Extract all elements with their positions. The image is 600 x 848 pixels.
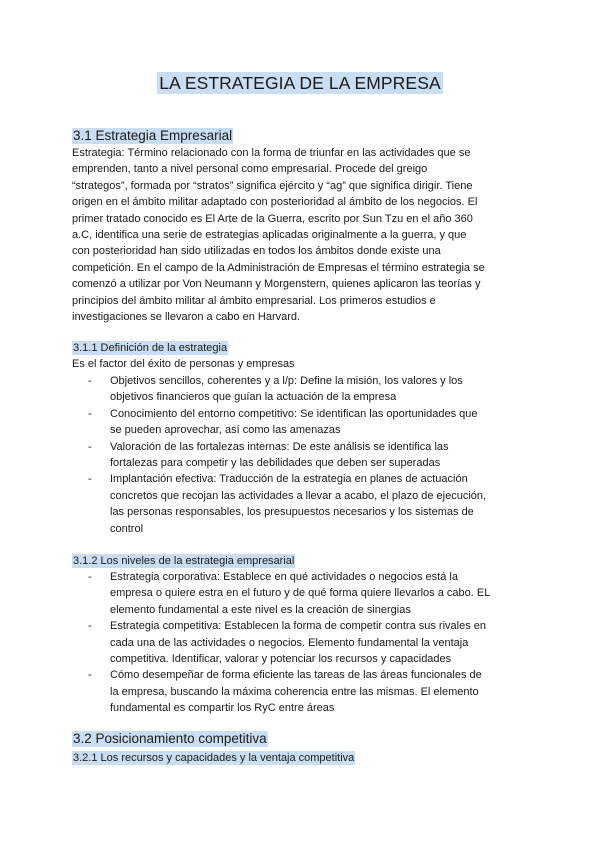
paragraph-line: investigaciones se llevaron a cabo en Harvard.: [72, 311, 301, 324]
list-item-line: control: [110, 522, 144, 535]
section-heading: 3.2 Posicionamiento competitiva: [73, 730, 267, 746]
list-item-line: objetivos financieros que guían la actuación de la empresa: [110, 391, 397, 404]
paragraph-line: comenzó a utilizar por Von Neumann y Morgenstern, quienes aplicaron las teorías y: [72, 278, 481, 291]
list-item: [72, 471, 528, 537]
bullet-list: [72, 569, 528, 717]
list-item: [72, 373, 528, 406]
bullet-list: [72, 373, 528, 537]
list-item-line: concretos que recojan las actividades a llevar a acabo, el plazo de ejecución,: [110, 489, 487, 502]
paragraph-line: principios del ámbito militar al ámbito empresarial. Los primeros estudios e: [72, 294, 436, 307]
list-item-line: - Objetivos sencillos, coherentes y a l/p: Define la misión, los valores y los: [110, 374, 463, 387]
list-item-line: cada una de las actividades o negocios. Elemento fundamental la ventaja: [110, 636, 469, 649]
paragraph-line: competición. En el campo de la Administración de Empresas el término estrategia se: [72, 261, 485, 274]
document-title: LA ESTRATEGIA DE LA EMPRESA: [159, 73, 441, 93]
list-item-line: competitiva. Identificar, valorar y potenciar los recursos y capacidades: [110, 652, 452, 665]
list-item-line: - Valoración de las fortalezas internas: De este análisis se identifica las: [110, 440, 449, 453]
paragraph-line: origen en el ámbito militar adaptado con posterioridad al ámbito de los negocios. El: [72, 196, 478, 209]
list-item-line: empresa o quiere estra en el futuro y de qué forma quiere llevarlos a cabo. EL: [110, 587, 491, 600]
subsection-heading: 3.1.1 Definición de la estrategia: [73, 342, 228, 355]
list-item: [72, 439, 528, 472]
paragraph-line: con posterioridad han sido utilizadas en todos los ámbitos donde existe una: [72, 245, 441, 258]
list-item-line: - Implantación efectiva: Traducción de la estrategia en planes de actuación: [110, 473, 468, 486]
list-item-line: fundamental es compartir los RyC entre áreas: [110, 702, 335, 715]
subsection-heading: 3.1.2 Los niveles de la estrategia empresarial: [73, 554, 295, 567]
section-3-1: [72, 127, 528, 325]
list-item-line: - Estrategia competitiva: Establecen la forma de competir contra sus rivales en: [110, 620, 487, 633]
list-item-line: - Conocimiento del entorno competitivo: Se identifican las oportunidades que: [110, 407, 478, 420]
list-item-line: - Cómo desempeñar de forma eficiente las tareas de las áreas funcionales de: [110, 669, 482, 682]
list-item-line: se pueden aprovechar, así como las amenazas: [110, 424, 341, 437]
list-item: [72, 667, 528, 716]
list-item-line: la empresa, buscando la máxima coherencia entre las mismas. El elemento: [110, 685, 479, 698]
title-wrap: [72, 0, 528, 94]
list-item: [72, 569, 528, 618]
list-item-line: fortalezas para competir y las debilidades que deben ser superadas: [110, 456, 441, 469]
list-item-line: elemento fundamental a este nivel es la creación de sinergias: [110, 603, 411, 616]
paragraph-line: Estrategia: Término relacionado con la forma de triunfar en las actividades que se: [72, 147, 471, 159]
paragraph-line: a.C, identifica una serie de estrategias aplicadas originalmente a la guerra, y que: [72, 229, 467, 242]
list-item: [72, 406, 528, 439]
list-item-line: - Estrategia corporativa: Establece en qué actividades o negocios está la: [110, 570, 458, 583]
paragraph-line: primer tratado conocido es El Arte de la Guerra, escrito por Sun Tzu en el año 360: [72, 212, 473, 225]
list-item: [72, 618, 528, 667]
section-3-1-1: [72, 338, 528, 536]
subsection-heading: 3.2.1 Los recursos y capacidades y la ventaja competitiva: [73, 751, 355, 764]
paragraph-line: “strategos”, formada por “stratos” significa ejército y “ag” que significa dirigir. Tiene: [72, 179, 473, 192]
list-item-line: las personas responsables, los presupuestos necesarios y los sistemas de: [110, 506, 474, 519]
section-3-1-2: [72, 551, 528, 717]
section-heading: 3.1 Estrategia Empresarial: [73, 128, 233, 143]
section-intro: Es el factor del éxito de personas y empresas: [72, 358, 295, 371]
section-3-2: [72, 730, 528, 766]
paragraph-line: emprenden, tanto a nivel personal como empresarial. Procede del greigo: [72, 163, 428, 176]
